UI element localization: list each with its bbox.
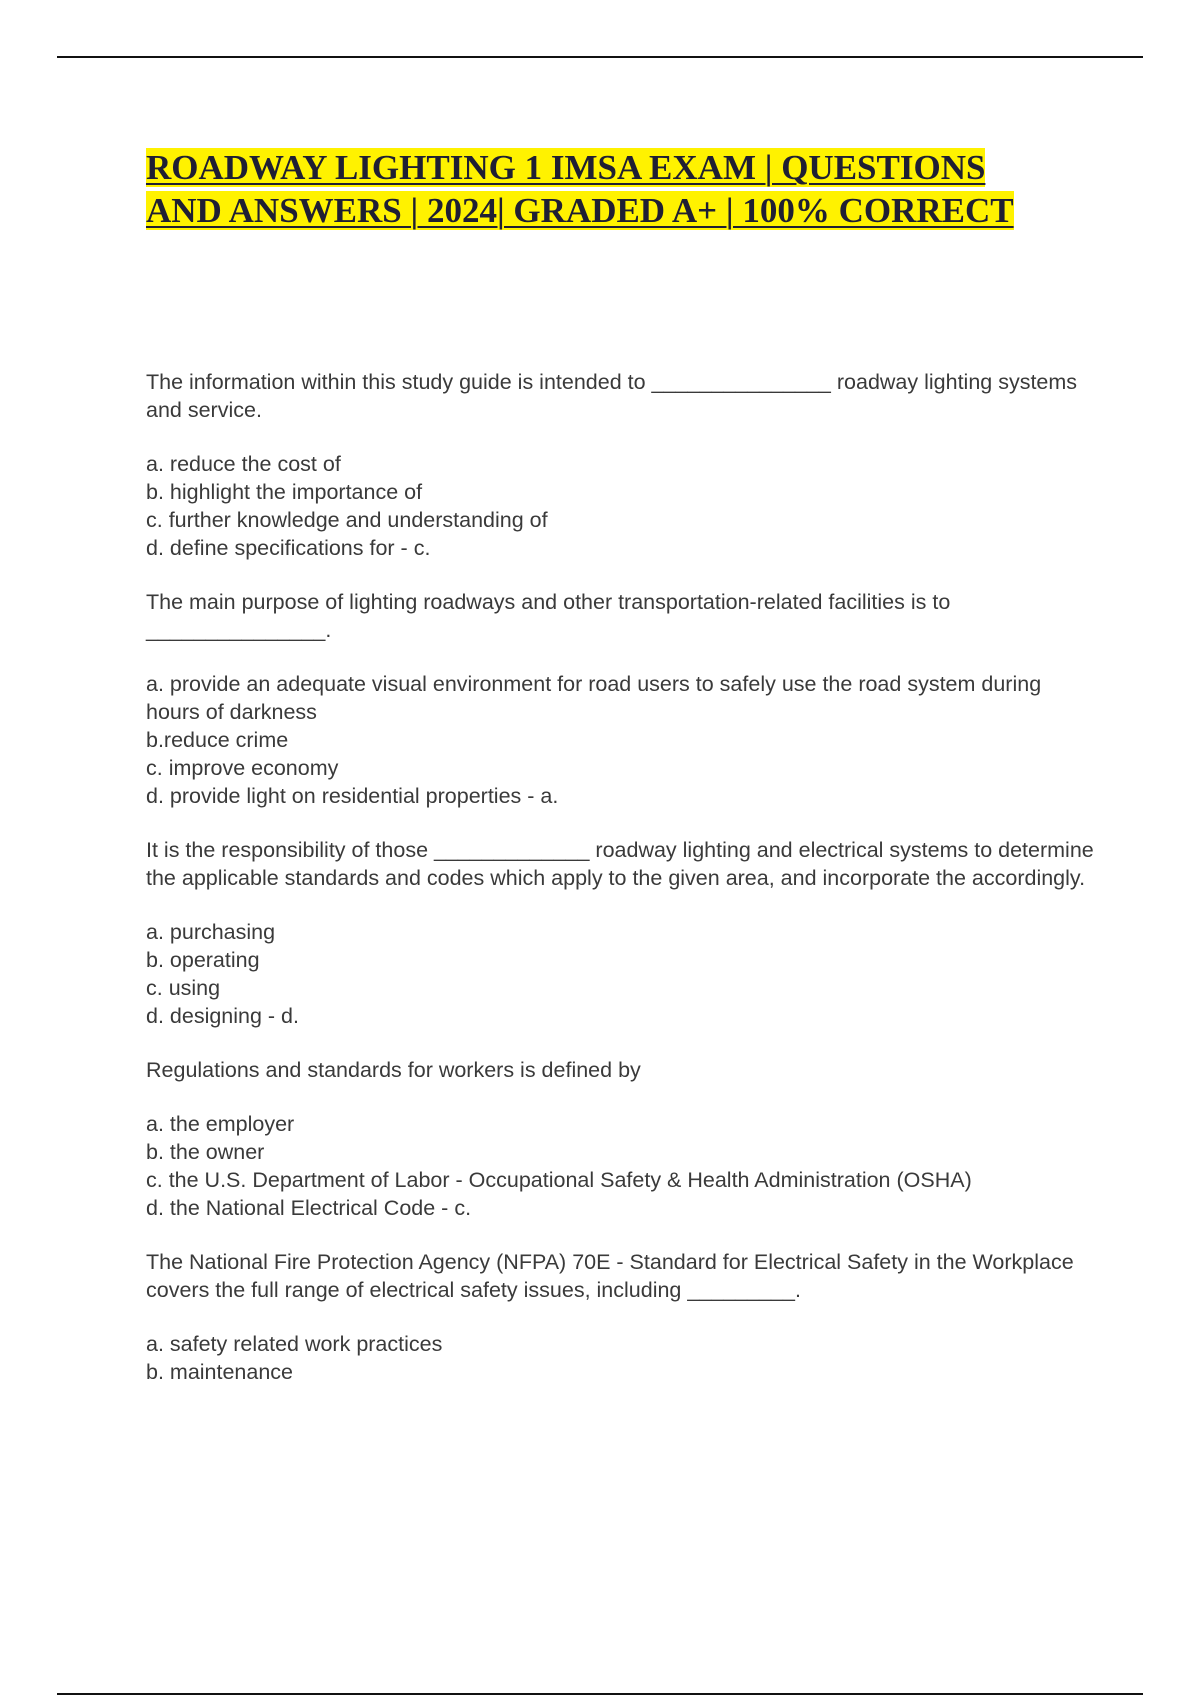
option-c: c. further knowledge and understanding of	[146, 508, 548, 532]
title-line-1: ROADWAY LIGHTING 1 IMSA EXAM | QUESTIONS	[146, 148, 986, 187]
question-text: It is the responsibility of those _____________ roadway lighting and electrical systems to determine the applicable standards and codes which apply to the given area, and incorporate the accordingly.	[146, 838, 1094, 890]
question-text: Regulations and standards for workers is defined by	[146, 1058, 641, 1082]
option-a: a. purchasing	[146, 920, 276, 944]
option-c: c. using	[146, 976, 221, 1000]
bottom-rule	[57, 1693, 1143, 1695]
question-5	[146, 1248, 1096, 1386]
option-b: b. highlight the importance of	[146, 480, 423, 504]
question-list	[146, 368, 1096, 1412]
option-a: a. safety related work practices	[146, 1332, 443, 1356]
title-line-2: AND ANSWERS | 2024| GRADED A+ | 100% CORRECT	[146, 191, 1014, 230]
option-a: a. the employer	[146, 1112, 295, 1136]
question-text: The National Fire Protection Agency (NFPA) 70E - Standard for Electrical Safety in the Workplace covers the full range of electrical safety issues, including _________.	[146, 1250, 1074, 1302]
question-1	[146, 368, 1096, 562]
option-c: c. the U.S. Department of Labor - Occupational Safety & Health Administration (OSHA)	[146, 1168, 972, 1192]
option-d: d. designing - d.	[146, 1004, 299, 1028]
question-text: The information within this study guide is intended to _______________ roadway lighting systems and service.	[146, 370, 1078, 422]
answer-options	[146, 670, 1096, 810]
option-b: b. the owner	[146, 1140, 265, 1164]
option-d: d. provide light on residential properties - a.	[146, 784, 559, 808]
top-rule	[57, 56, 1143, 58]
option-b: b. maintenance	[146, 1360, 294, 1384]
answer-options	[146, 450, 1096, 562]
option-d: d. define specifications for - c.	[146, 536, 431, 560]
option-b: b.reduce crime	[146, 728, 289, 752]
question-text: The main purpose of lighting roadways and other transportation-related facilities is to _______________.	[146, 590, 951, 642]
answer-options	[146, 1110, 1096, 1222]
option-d: d. the National Electrical Code - c.	[146, 1196, 472, 1220]
question-4	[146, 1056, 1096, 1222]
option-a: a. provide an adequate visual environment for road users to safely use the road system during hours of darkness	[146, 672, 1042, 724]
answer-options	[146, 1330, 1096, 1386]
answer-options	[146, 918, 1096, 1030]
question-3	[146, 836, 1096, 1030]
option-c: c. improve economy	[146, 756, 339, 780]
option-b: b. operating	[146, 948, 260, 972]
option-a: a. reduce the cost of	[146, 452, 341, 476]
question-2	[146, 588, 1096, 810]
document-title	[146, 146, 1106, 232]
